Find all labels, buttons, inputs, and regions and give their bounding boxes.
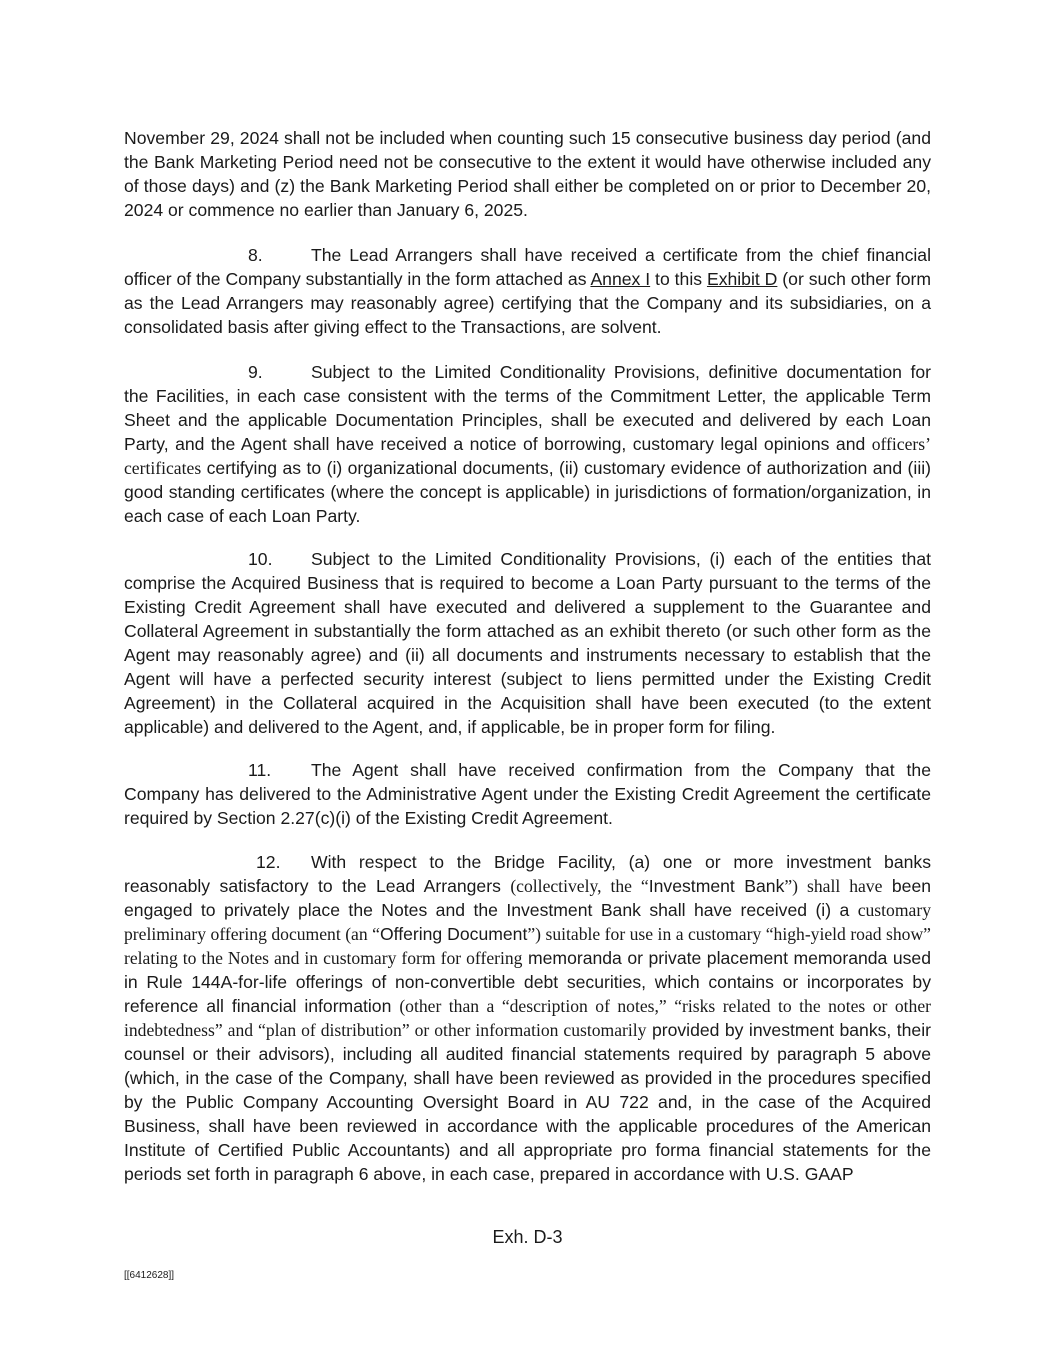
defined-term: Investment Bank	[648, 876, 785, 896]
paragraph-text: been engaged to privately place the Notes and the Investment Bank shall have received (i) a	[124, 876, 932, 920]
paragraph-number: 8.	[248, 245, 263, 265]
paragraph-text: officers’ certificates	[124, 434, 931, 478]
paragraph-number: 10.	[248, 549, 273, 569]
paragraph-number: 12.	[256, 852, 281, 872]
paragraph-text: Subject to the Limited Conditionality Provisions, definitive documentation for the Facilities, in each case consistent with the terms of the Commitment Letter, the applicable Term Sheet and the applicable Documentation Principles, shall be executed and delivered by each Loan Party, and the Agent shall have received a notice of borrowing, customary legal opinions and	[124, 362, 931, 454]
paragraph-text: memoranda or private placement memoranda used in Rule 144A-for-life offerings of non-convertible debt securities, which contains or incorporates by reference all financial information	[124, 948, 931, 1016]
paragraph-text: (collectively, the “	[510, 876, 649, 896]
paragraph-8	[124, 243, 931, 339]
paragraph-10	[124, 547, 931, 739]
paragraph-text: (or such other form as the Lead Arrangers may reasonably agree) certifying that the Company and its subsidiaries, on a consolidated basis after giving effect to the Transactions, are solvent.	[124, 269, 932, 337]
paragraph-11	[124, 758, 931, 830]
paragraph-text: The Agent shall have received confirmation from the Company that the Company has delivered to the Administrative Agent under the Existing Credit Agreement the certificate required by Section 2.27(c)(i) of the Existing Credit Agreement.	[124, 760, 931, 828]
paragraph-text: Subject to the Limited Conditionality Provisions, (i) each of the entities that comprise the Acquired Business that is required to become a Loan Party pursuant to the terms of the Existing Credit Agreement shall have executed and delivered a supplement to the Guarantee and Collateral Agreement in substantially the form attached as an exhibit thereto (or such other form as the Agent may reasonably agree) and (ii) all documents and instruments necessary to establish that the Agent will have a perfected security interest (subject to liens permitted under the Existing Credit Agreement) in the Collateral acquired in the Acquisition shall have been executed (to the extent applicable) and delivered to the Agent, and, if applicable, be in proper form for filing.	[124, 549, 931, 737]
page-label: Exh. D-3	[492, 1227, 563, 1247]
paragraph-text: certifying as to (i) organizational documents, (ii) customary evidence of authorization and (iii) good standing certificates (where the concept is applicable) in jurisdictions of formation/organization, in each case of each Loan Party.	[124, 458, 931, 526]
paragraph-text: to this	[650, 269, 707, 289]
paragraph-text: (other than a “description of notes,” “risks related to the notes or other indebtedness” and “plan of distribution” or other information customarily	[124, 996, 931, 1040]
defined-term: Offering Document	[379, 924, 528, 944]
document-id: [[6412628]]	[124, 1270, 175, 1281]
annex-reference: Annex I	[590, 269, 651, 289]
paragraph-text: customary preliminary offering document (an “	[124, 900, 931, 944]
paragraph-text: November 29, 2024 shall not be included when counting such 15 consecutive business day period (and the Bank Marketing Period need not be consecutive to the extent it would have otherwise included any of those days) and (z) the Bank Marketing Period shall either be completed on or prior to December 20, 2024 or commence no earlier than January 6, 2025.	[124, 128, 931, 220]
paragraph-number: 9.	[248, 362, 263, 382]
exhibit-reference: Exhibit D	[706, 269, 778, 289]
paragraph-continuation	[124, 126, 931, 222]
paragraph-text: ”) suitable for use in a customary “high-yield road show” relating to the Notes and in customary form for offering	[124, 924, 931, 968]
paragraph-text: ”) shall have	[784, 876, 883, 896]
paragraph-9	[124, 360, 931, 528]
paragraph-12	[124, 850, 931, 1186]
paragraph-text: With respect to the Bridge Facility, (a) one or more investment banks reasonably satisfactory to the Lead Arrangers	[124, 852, 931, 896]
paragraph-number: 11.	[248, 760, 272, 780]
paragraph-text: The Lead Arrangers shall have received a certificate from the chief financial officer of the Company substantially in the form attached as	[124, 245, 931, 289]
paragraph-text: provided by investment banks, their counsel or their advisors), including all audited financial statements required by paragraph 5 above (which, in the case of the Company, shall have been reviewed as provided in the procedures specified by the Public Company Accounting Oversight Board in AU 722 and, in the case of the Acquired Business, shall have been reviewed in accordance with the applicable procedures of the American Institute of Certified Public Accountants) and all appropriate pro forma financial statements for the periods set forth in paragraph 6 above, in each case, prepared in accordance with U.S. GAAP	[124, 1020, 931, 1184]
